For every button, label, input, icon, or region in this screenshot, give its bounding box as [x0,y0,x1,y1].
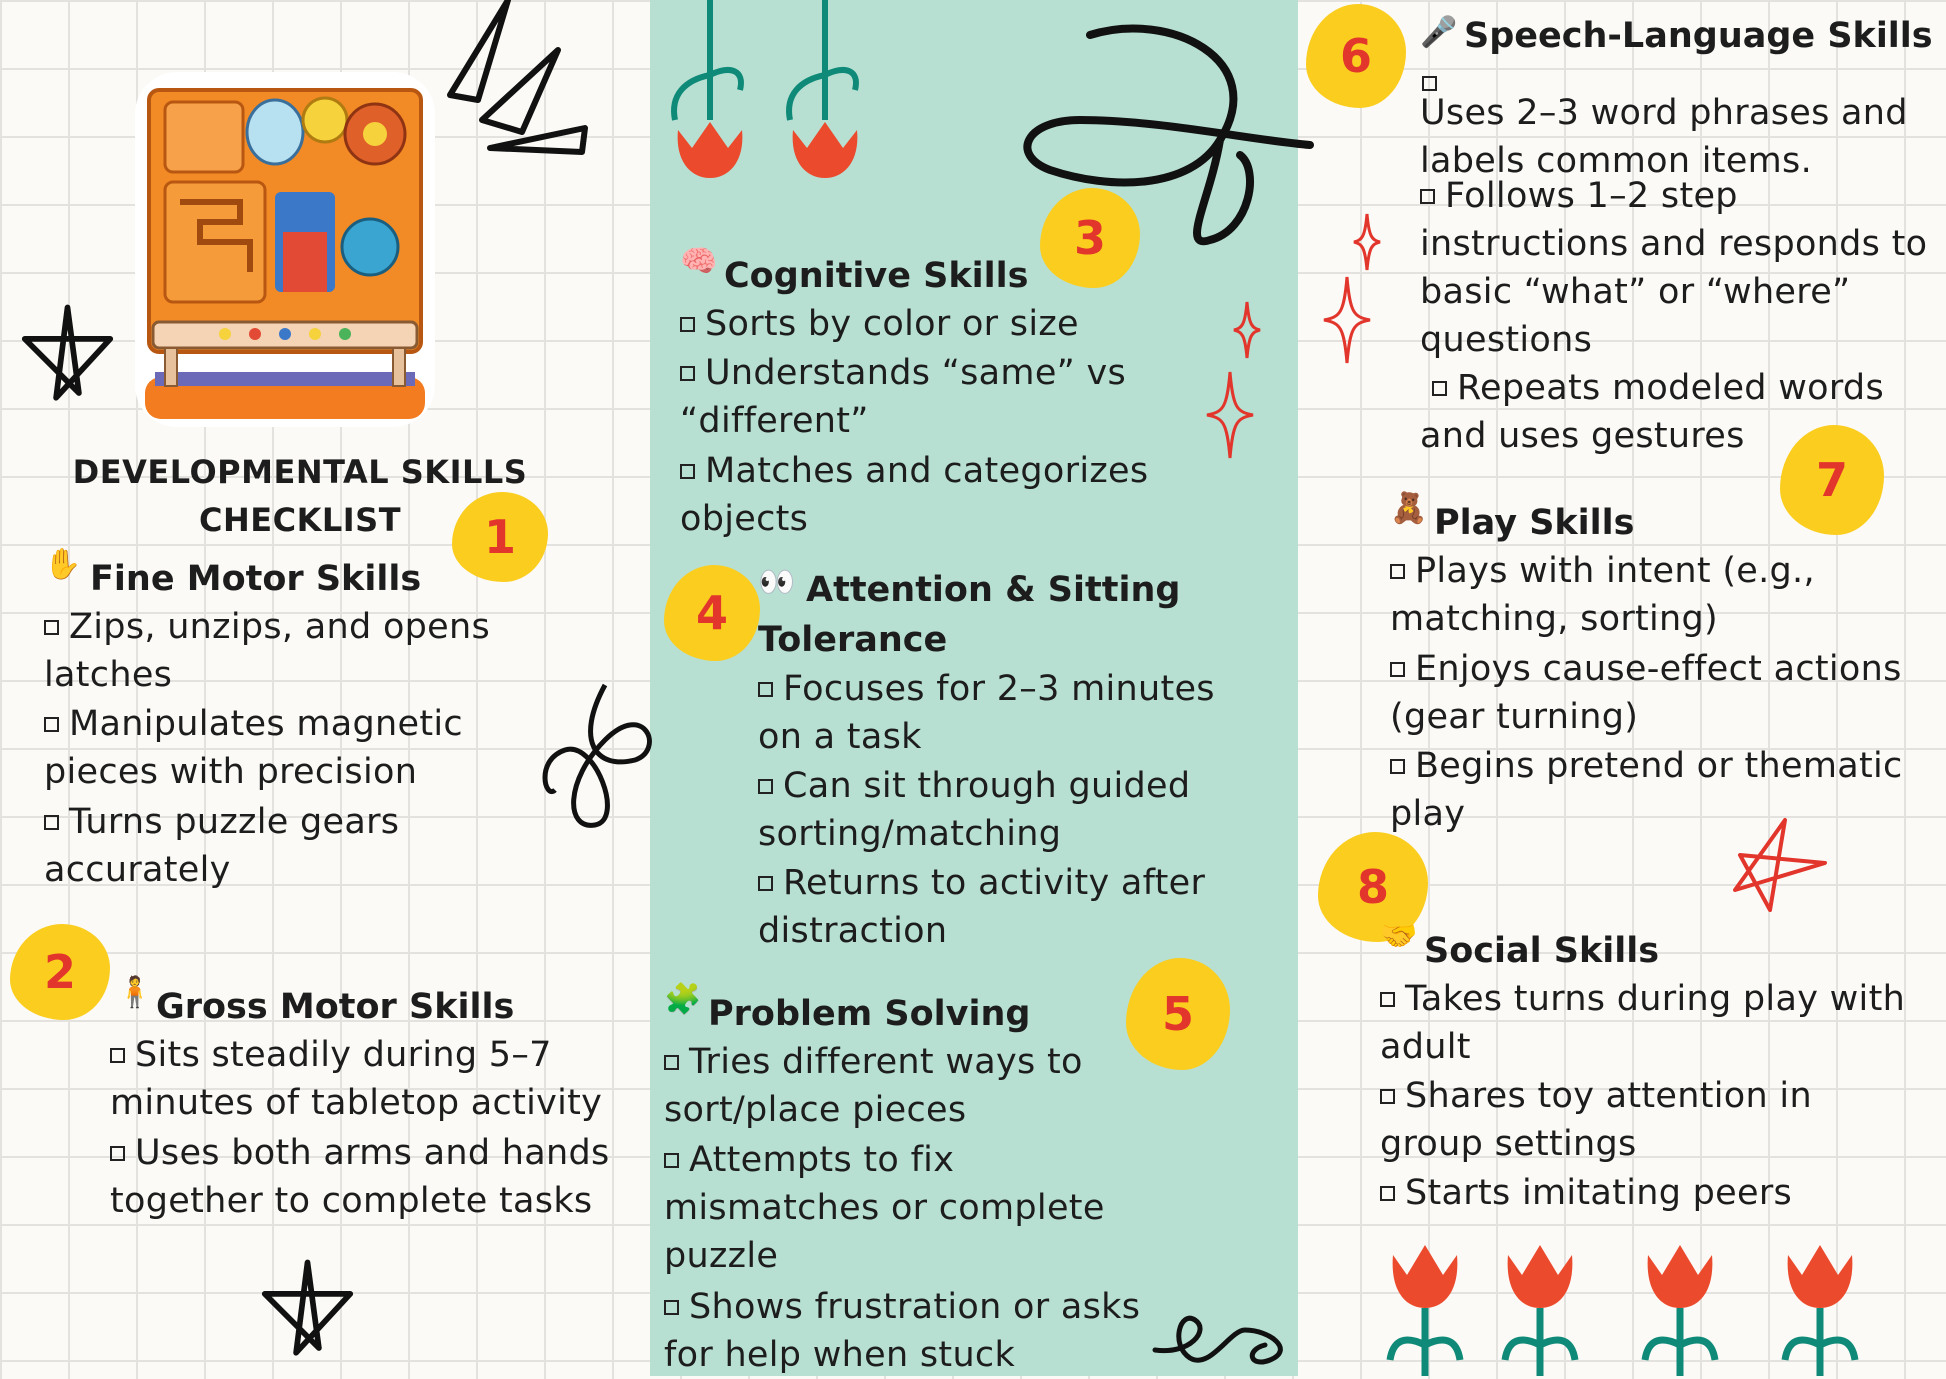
checkbox[interactable] [44,815,59,830]
checkbox[interactable] [664,1153,679,1168]
person-icon: 🧍 [116,975,154,1010]
tulip-flower [765,0,885,185]
attention-item: Focuses for 2–3 minutes on a task [758,669,1215,757]
gross-motor-item: Sits steadily during 5–7 minutes of tabletop activity [110,1035,603,1123]
badge-8: 8 [1318,832,1428,942]
attention-item: Returns to activity after distraction [758,863,1206,951]
speech-item: Repeats modeled words and uses gestures [1420,368,1884,456]
loop-doodle [535,680,655,830]
badge-7: 7 [1780,425,1884,535]
play-item: Begins pretend or thematic play [1390,746,1903,834]
fine-motor-heading: Fine Motor Skills [90,559,422,599]
play-item: Enjoys cause-effect actions (gear turning) [1390,649,1902,737]
checkbox[interactable] [758,779,773,794]
fine-motor-item: Manipulates magnetic pieces with precision [44,704,463,792]
checkbox[interactable] [1380,1186,1395,1201]
social-item: Takes turns during play with adult [1380,979,1906,1067]
tulip-flower [1365,1250,1485,1376]
social-item: Shares toy attention in group settings [1380,1076,1812,1164]
brain-icon: 🧠 [680,244,718,279]
tulip-flower [1480,1250,1600,1376]
star-doodle [20,300,115,410]
checkbox[interactable] [110,1146,125,1161]
social-heading: Social Skills [1424,931,1660,971]
checkbox[interactable] [680,317,695,332]
play-item: Plays with intent (e.g., matching, sorting) [1390,551,1815,639]
attention-heading: Attention & Sitting Tolerance [758,570,1181,660]
gross-motor-item: Uses both arms and hands together to complete tasks [110,1133,610,1221]
puzzle-icon: 🧩 [664,982,702,1017]
sparkle-decoration [1352,212,1382,272]
tulip-flower [1760,1250,1880,1376]
badge-6: 6 [1306,4,1406,108]
checkbox[interactable] [1422,76,1437,91]
checkbox[interactable] [1420,189,1435,204]
checkbox[interactable] [1390,759,1405,774]
sparkle-decoration [1232,300,1262,360]
cognitive-item: Sorts by color or size [680,300,1200,348]
checkbox[interactable] [680,464,695,479]
sparkle-decoration [1205,370,1255,460]
badge-5: 5 [1126,958,1230,1070]
problem-solving-item: Shows frustration or asks for help when stuck [664,1287,1141,1375]
handshake-icon: 🤝 [1380,919,1418,954]
problem-solving-item: Tries different ways to sort/place pieces [664,1042,1083,1130]
speech-heading: Speech-Language Skills [1464,16,1933,56]
page-title: DEVELOPMENTAL SKILLS CHECKLIST [72,453,528,539]
badge-2: 2 [10,924,110,1020]
microphone-icon: 🎤 [1420,15,1458,50]
checkbox[interactable] [1432,381,1447,396]
speech-item: Uses 2–3 word phrases and labels common items. [1420,76,1920,185]
busy-board-illustration [135,72,435,427]
checkbox[interactable] [758,682,773,697]
problem-solving-item: Attempts to fix mismatches or complete puzzle [664,1140,1105,1276]
spark-lines-decoration [440,0,610,160]
tulip-flower [1620,1250,1740,1376]
attention-item: Can sit through guided sorting/matching [758,766,1191,854]
badge-1: 1 [452,492,548,582]
checkbox[interactable] [1390,662,1405,677]
badge-3: 3 [1040,188,1140,288]
play-heading: Play Skills [1434,503,1635,543]
checkbox[interactable] [1380,992,1395,1007]
fine-motor-item: Zips, unzips, and opens latches [44,607,491,695]
checkbox[interactable] [664,1055,679,1070]
checkbox[interactable] [680,366,695,381]
speech-item: Follows 1–2 step instructions and responds to basic “what” or “where” questions [1420,176,1928,360]
badge-4: 4 [664,565,760,661]
social-item: Starts imitating peers [1380,1169,1900,1217]
fine-motor-item: Turns puzzle gears accurately [44,802,400,890]
checkbox[interactable] [758,876,773,891]
checkbox[interactable] [1380,1089,1395,1104]
hand-icon: ✋ [44,547,82,582]
teddy-bear-icon: 🧸 [1390,491,1428,526]
cognitive-item: Matches and categorizes objects [680,451,1149,539]
star-doodle [260,1255,355,1365]
eyes-icon: 👀 [758,565,796,600]
checkbox[interactable] [1390,564,1405,579]
checkbox[interactable] [110,1048,125,1063]
cognitive-item: Understands “same” vs “different” [680,353,1127,441]
problem-solving-heading: Problem Solving [708,994,1031,1034]
checkbox[interactable] [44,717,59,732]
checkbox[interactable] [664,1300,679,1315]
cognitive-heading: Cognitive Skills [724,256,1029,296]
gross-motor-heading: Gross Motor Skills [156,987,515,1027]
sparkle-decoration [1322,275,1372,365]
checkbox[interactable] [44,620,59,635]
tulip-flower [650,0,770,185]
